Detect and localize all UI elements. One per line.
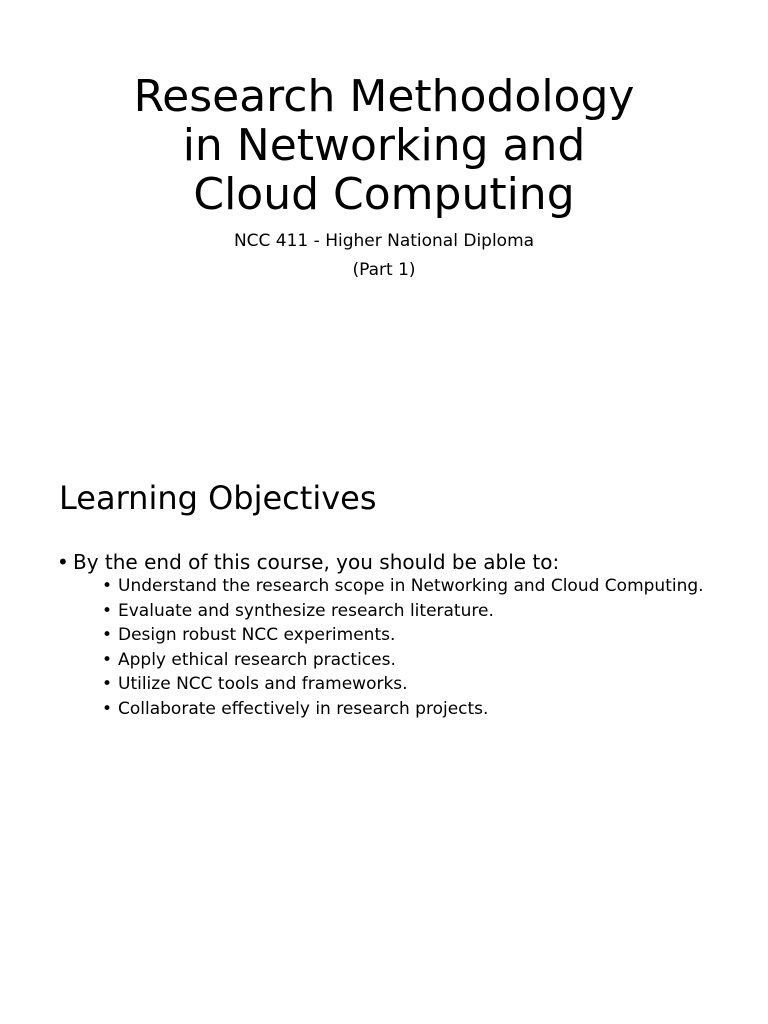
- list-item: [102, 601, 717, 622]
- list-item: [102, 674, 717, 695]
- list-item: [102, 650, 717, 671]
- title-block: [0, 72, 768, 285]
- objective-text: Evaluate and synthesize research literature.: [118, 600, 494, 621]
- list-item: [102, 625, 717, 646]
- slide-title: [0, 72, 768, 219]
- objective-text: Utilize NCC tools and frameworks.: [118, 674, 408, 694]
- list-item: [102, 576, 717, 597]
- objectives-list: [57, 548, 717, 723]
- slide-subtitle: [0, 227, 768, 285]
- objective-text: Design robust NCC experiments.: [118, 625, 396, 645]
- learning-objectives-slide: [0, 440, 768, 820]
- part-label: (Part 1): [352, 260, 416, 280]
- list-item: [57, 548, 717, 719]
- objective-text: Understand the research scope in Networking and Cloud Computing.: [118, 576, 704, 596]
- list-item: [102, 699, 717, 720]
- course-code-line: NCC 411 - Higher National Diploma: [233, 231, 535, 251]
- sub-objectives-list: [73, 576, 717, 719]
- objective-text: Apply ethical research practices.: [118, 649, 396, 670]
- title-slide: [0, 0, 768, 300]
- objective-text: Collaborate effectively in research projects.: [118, 698, 489, 719]
- title-line: Research Methodology: [133, 71, 635, 122]
- title-line: in Networking and: [182, 120, 586, 171]
- title-line: Cloud Computing: [193, 169, 575, 220]
- intro-bullet-text: By the end of this course, you should be able to:: [73, 550, 560, 574]
- section-heading: Learning Objectives: [59, 479, 377, 517]
